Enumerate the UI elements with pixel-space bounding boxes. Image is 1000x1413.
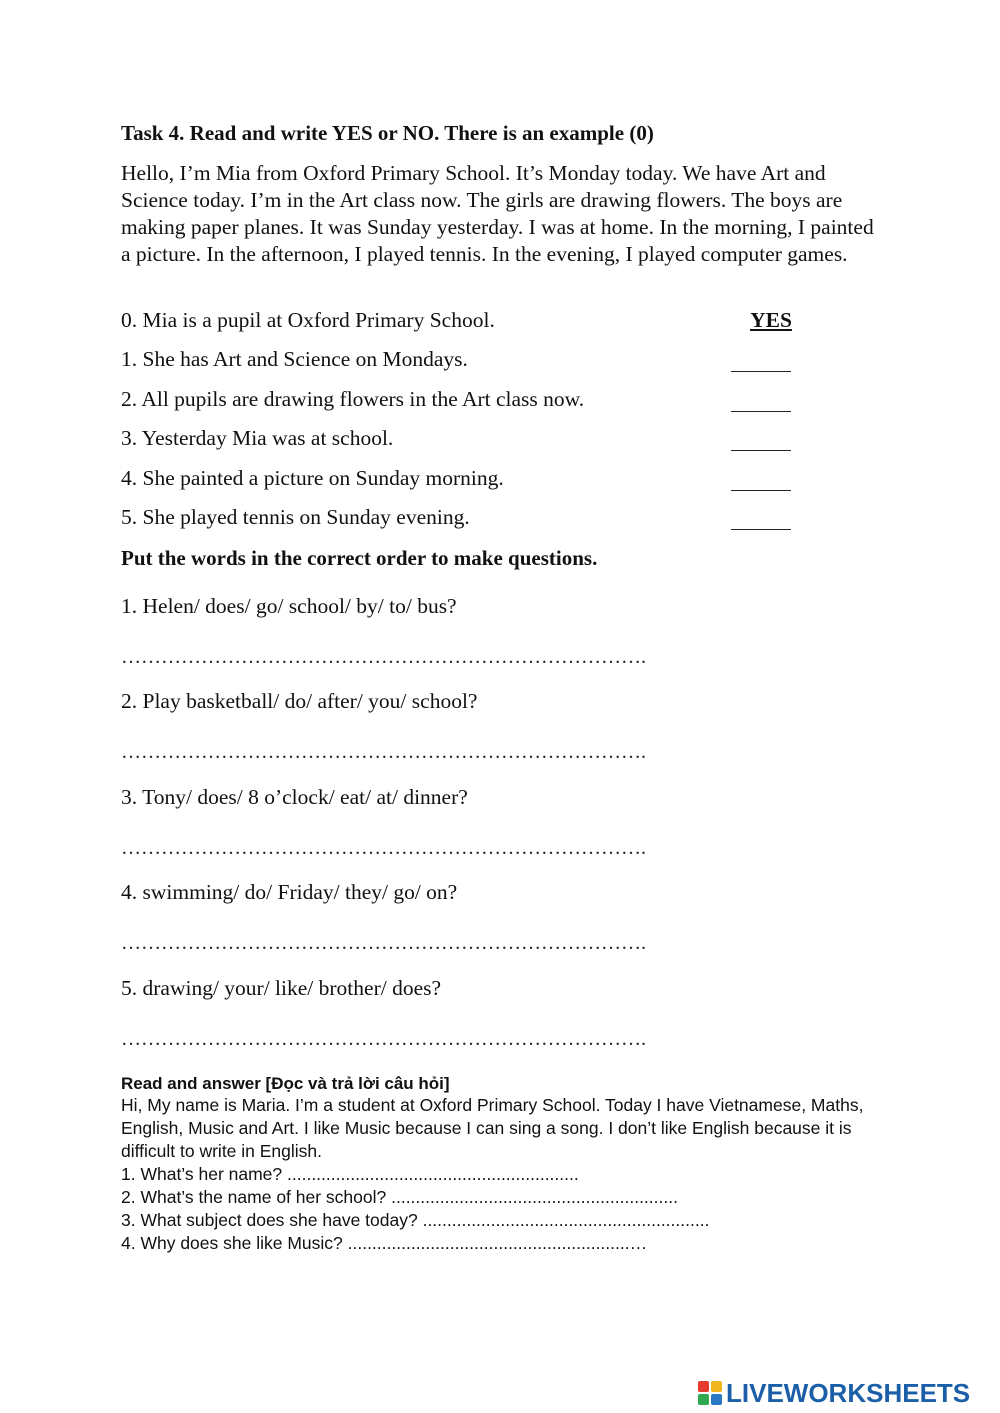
logo-square [698, 1394, 709, 1405]
answer-input-2[interactable] [731, 389, 791, 412]
order-answer-input-2[interactable] [121, 738, 741, 766]
read-answer-title: Read and answer [Đọc và trả lời câu hỏi] [121, 1074, 450, 1093]
statement-row [121, 466, 821, 494]
answer-input-4[interactable] [731, 468, 791, 491]
read-answer-question: 1. What’s her name? ............................................................ [121, 1164, 579, 1184]
task4-passage: Hello, I’m Mia from Oxford Primary School. It’s Monday today. We have Art and Science today. I’m in the Art class now. The girls are drawing flowers. The boys are making paper planes. It was Sunday yesterday. I was at home. In the morning, I painted a picture. In the afternoon, I played tennis. In the evening, I played computer games. [121, 161, 874, 266]
logo-square [698, 1381, 709, 1392]
statement-text: 5. She played tennis on Sunday evening. [121, 505, 470, 529]
statement-text: 0. Mia is a pupil at Oxford Primary School. [121, 308, 495, 332]
order-answer-input-1[interactable] [121, 643, 741, 671]
order-question: 4. swimming/ do/ Friday/ they/ go/ on? [121, 880, 458, 904]
example-answer: YES [750, 308, 792, 332]
read-answer-section [121, 1074, 901, 1255]
order-question: 2. Play basketball/ do/ after/ you/ school? [121, 689, 478, 713]
statement-text: 3. Yesterday Mia was at school. [121, 426, 394, 450]
statement-row [121, 347, 821, 375]
order-question: 5. drawing/ your/ like/ brother/ does? [121, 976, 442, 1000]
statement-text: 2. All pupils are drawing flowers in the Art class now. [121, 387, 585, 411]
statement-text: 1. She has Art and Science on Mondays. [121, 347, 468, 371]
read-answer-question: 3. What subject does she have today? ........................................................... [121, 1210, 710, 1230]
logo-mark-icon [698, 1381, 722, 1405]
logo-square [711, 1394, 722, 1405]
answer-input-3[interactable] [731, 428, 791, 451]
logo-text: LIVEWORKSHEETS [726, 1377, 971, 1408]
read-answer-passage: Hi, My name is Maria. I’m a student at Oxford Primary School. Today I have Vietnamese, Maths, English, Music and Art. I like Music because I can sing a song. I don’t like English because it is difficult to write in English. [121, 1095, 864, 1161]
order-answer-input-3[interactable] [121, 834, 741, 862]
order-question: 3. Tony/ does/ 8 o’clock/ eat/ at/ dinner? [121, 785, 468, 809]
statement-text: 4. She painted a picture on Sunday morning. [121, 466, 504, 490]
statement-row [121, 387, 821, 415]
statement-row [121, 308, 821, 336]
logo-square [711, 1381, 722, 1392]
answer-input-1[interactable] [731, 349, 791, 372]
answer-input-5[interactable] [731, 507, 791, 530]
statement-row [121, 505, 821, 533]
order-question: 1. Helen/ does/ go/ school/ by/ to/ bus? [121, 594, 457, 618]
statement-row [121, 426, 821, 454]
read-answer-question: 2. What’s the name of her school? ........................................................... [121, 1187, 678, 1207]
read-answer-question: 4. Why does she like Music? ..........................................................… [121, 1233, 648, 1253]
liveworksheets-logo[interactable] [698, 1375, 970, 1411]
order-answer-input-5[interactable] [121, 1025, 741, 1053]
task4-title: Task 4. Read and write YES or NO. There is an example (0) [121, 121, 654, 145]
order-answer-input-4[interactable] [121, 929, 741, 957]
order-title: Put the words in the correct order to make questions. [121, 546, 598, 570]
